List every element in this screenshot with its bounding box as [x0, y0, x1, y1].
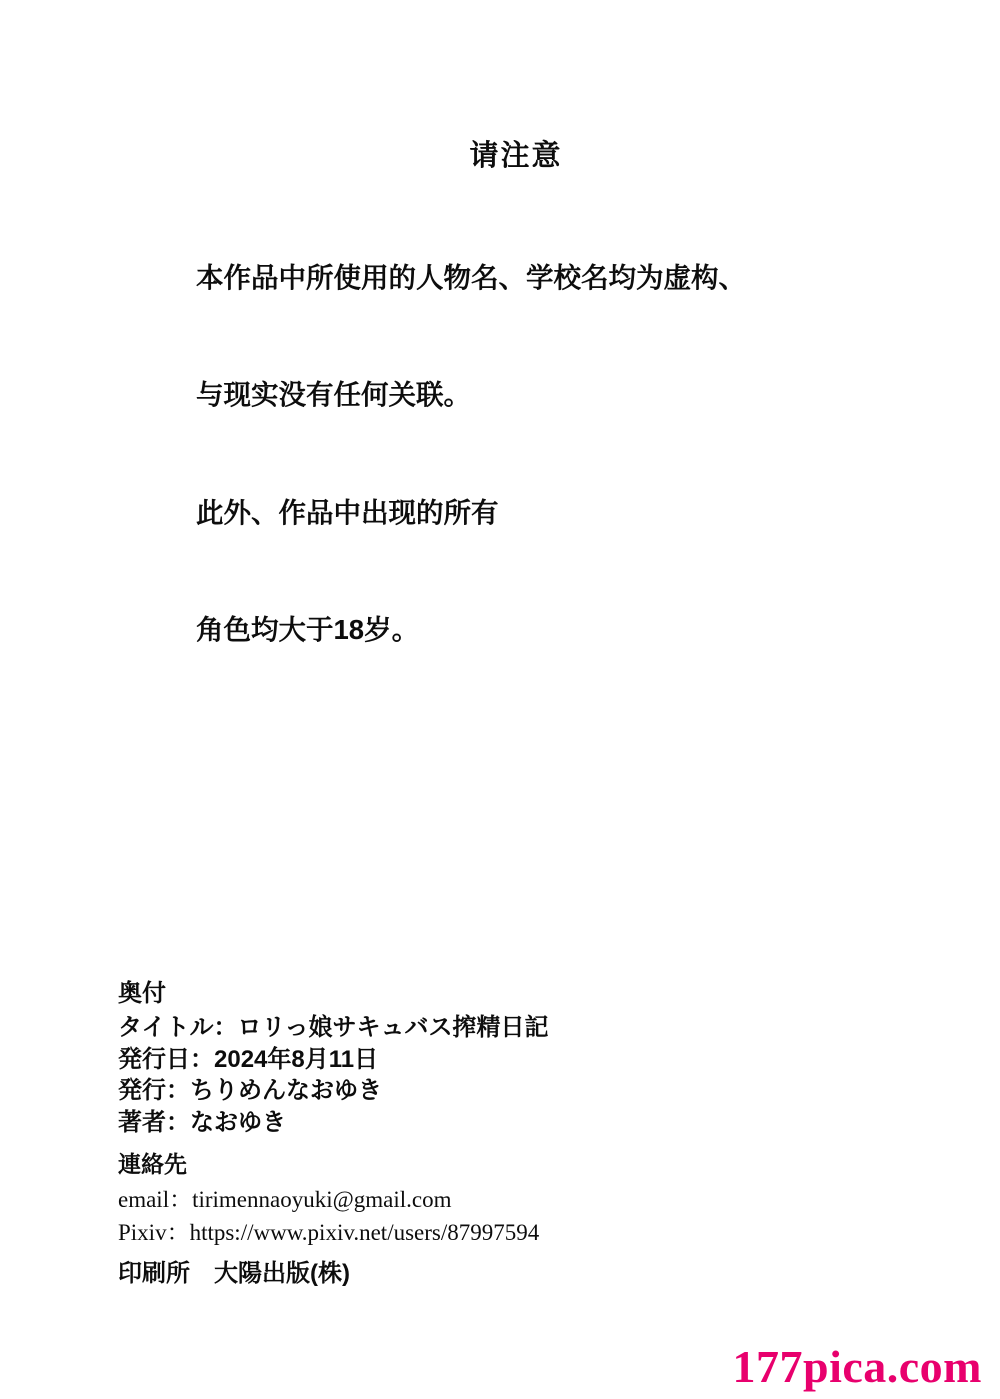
- colophon-heading: 奥付: [118, 980, 166, 1007]
- notice-line-2: 与现实没有任何关联。: [196, 379, 471, 411]
- watermark: 177pica.com: [732, 1341, 982, 1392]
- contact-block: [118, 1150, 878, 1250]
- colophon-publisher-line: 発行：ちりめんなおゆき: [118, 1077, 382, 1105]
- notice-line-1: 本作品中所使用的人物名、学校名均为虚构、: [196, 262, 746, 294]
- colophon-publish-date-line: 発行日：2024年8月11日: [118, 1045, 379, 1073]
- printer-line: 印刷所 大陽出版(株): [118, 1260, 350, 1287]
- contact-pixiv-url[interactable]: Pixiv：https://www.pixiv.net/users/87997594: [118, 1220, 540, 1246]
- notice-block: [196, 138, 836, 727]
- contact-heading: 連絡先: [118, 1151, 187, 1177]
- contact-email: email：tirimennaoyuki@gmail.com: [118, 1186, 452, 1212]
- notice-title: 请注意: [469, 140, 563, 172]
- notice-body: [196, 180, 836, 727]
- printer-block: [118, 1258, 878, 1289]
- colophon-title-line: タイトル：ロリっ娘サキュバス搾精日記: [118, 1013, 549, 1041]
- notice-line-3: 此外、作品中出现的所有: [196, 496, 499, 528]
- colophon-block: [118, 978, 878, 1139]
- colophon-author-line: 著者：なおゆき: [118, 1109, 286, 1137]
- notice-line-4: 角色均大于18岁。: [196, 613, 420, 645]
